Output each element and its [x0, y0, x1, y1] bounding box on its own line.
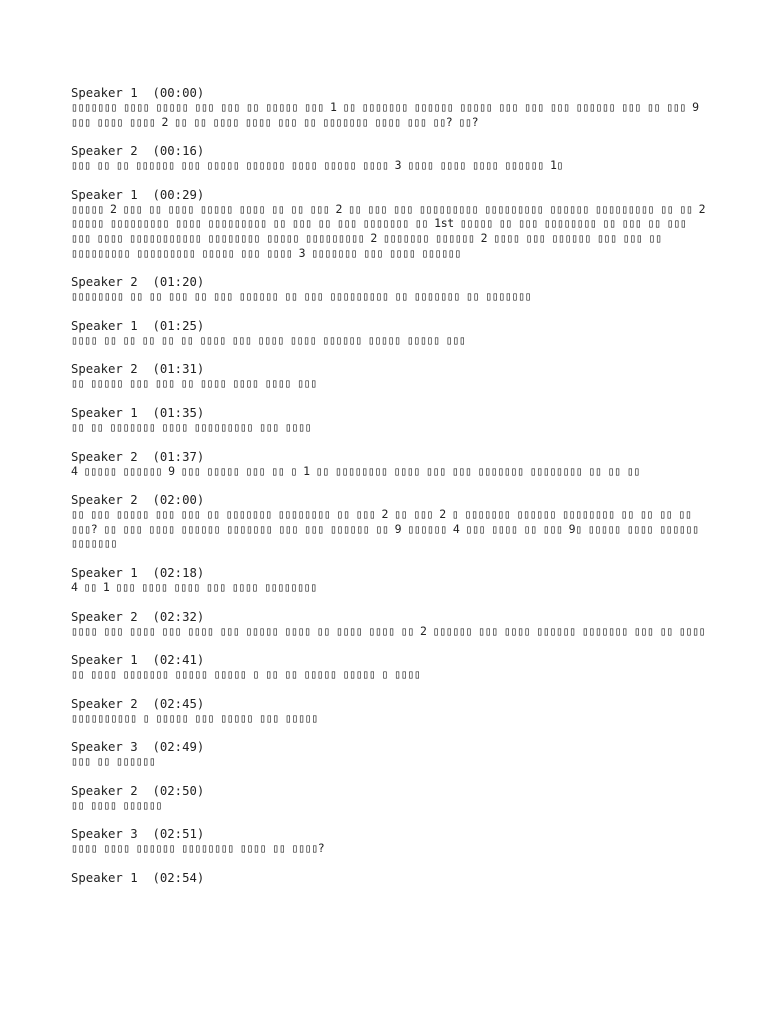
speaker-name: Speaker 2 — [71, 144, 138, 159]
speaker-name: Speaker 2 — [71, 609, 138, 624]
timestamp: (00:16) — [152, 144, 205, 159]
speaker-name: Speaker 2 — [71, 696, 138, 711]
utterance-text: ▯▯ ▯▯ ▯▯▯▯▯▯▯ ▯▯▯▯ ▯▯▯▯▯▯▯▯▯ ▯▯▯ ▯▯▯▯ — [71, 419, 312, 434]
speaker-name: Speaker 1 — [71, 86, 138, 100]
utterance-text: ▯▯▯▯▯▯▯▯▯▯ ▯ ▯▯▯▯▯ ▯▯▯ ▯▯▯▯▯ ▯▯▯ ▯▯▯▯▯ — [71, 710, 318, 725]
timestamp: (02:50) — [152, 783, 205, 798]
speaker-name: Speaker 2 — [71, 493, 138, 508]
transcript-entry — [71, 319, 711, 348]
utterance-text: ▯▯▯▯ ▯▯ ▯▯ ▯▯ ▯▯ ▯▯ ▯▯▯▯ ▯▯▯ ▯▯▯▯ ▯▯▯▯ ▯▯▯▯▯▯ ▯▯▯▯▯ ▯▯▯▯▯ ▯▯▯ — [71, 332, 466, 347]
speaker-line — [71, 493, 711, 507]
speaker-name: Speaker 2 — [71, 449, 138, 464]
utterance-text: ▯▯▯ ▯▯ ▯▯ ▯▯▯▯▯▯ ▯▯▯ ▯▯▯▯▯ ▯▯▯▯▯▯ ▯▯▯▯ ▯▯▯▯▯ ▯▯▯▯ 3 ▯▯▯▯ ▯▯▯▯ ▯▯▯▯ ▯▯▯▯▯▯ 1▯ — [71, 158, 564, 173]
transcript-entry — [71, 697, 711, 726]
speaker-line — [71, 406, 711, 420]
utterance-text: ▯▯ ▯▯▯▯▯ ▯▯▯ ▯▯▯ ▯▯ ▯▯▯▯ ▯▯▯▯ ▯▯▯▯ ▯▯▯ — [71, 376, 317, 391]
utterance-text: ▯▯▯▯▯▯▯▯ ▯▯ ▯▯ ▯▯▯ ▯▯ ▯▯▯ ▯▯▯▯▯▯ ▯▯ ▯▯▯ ▯▯▯▯▯▯▯▯▯ ▯▯ ▯▯▯▯▯▯▯ ▯▯ ▯▯▯▯▯▯▯ — [71, 289, 532, 304]
speaker-name: Speaker 3 — [71, 827, 138, 842]
transcript-entry — [71, 784, 711, 813]
timestamp: (02:32) — [152, 609, 205, 624]
transcript-entry — [71, 653, 711, 682]
timestamp: (02:54) — [152, 871, 205, 886]
speaker-line — [71, 362, 711, 376]
speaker-name: Speaker 2 — [71, 362, 138, 377]
utterance-text: ▯▯▯▯▯ 2 ▯▯▯ ▯▯ ▯▯▯▯ ▯▯▯▯▯ ▯▯▯▯ ▯▯ ▯▯ ▯▯▯ 2 ▯▯ ▯▯▯ ▯▯▯ ▯▯▯▯▯▯▯▯▯ ▯▯▯▯▯▯▯▯▯ ▯▯▯▯▯▯ ▯▯▯▯▯▯▯▯▯ ▯▯ ▯▯ 2 ▯▯▯▯▯ ▯▯▯▯▯▯▯▯▯ ▯▯▯▯ ▯▯▯▯▯▯▯▯▯ ▯▯ ▯▯▯ ▯▯ ▯▯▯ ▯▯▯▯▯▯▯ ▯▯ 1st ▯▯▯▯▯ ▯▯ ▯▯▯ ▯▯▯▯▯▯▯▯ ▯▯ ▯▯▯ ▯▯ ▯▯▯ ▯▯▯ ▯▯▯▯ ▯▯▯▯▯▯▯▯▯▯▯ ▯▯▯▯▯▯▯▯ ▯▯▯▯▯ ▯▯▯▯▯▯▯▯▯ 2 ▯▯▯▯▯▯▯ ▯▯▯▯▯▯ 2 ▯▯▯▯ ▯▯▯ ▯▯▯▯▯▯ ▯▯▯ ▯▯▯ ▯▯ ▯▯▯▯▯▯▯▯▯ ▯▯▯▯▯▯▯▯▯ ▯▯▯▯▯ ▯▯▯ ▯▯▯▯ 3 ▯▯▯▯▯▯▯ ▯▯▯ ▯▯▯▯ ▯▯▯▯▯▯ — [71, 201, 706, 260]
speaker-name: Speaker 1 — [71, 565, 138, 580]
speaker-name: Speaker 1 — [71, 187, 138, 202]
utterance-text: ▯▯ ▯▯▯ ▯▯▯▯▯ ▯▯▯ ▯▯▯ ▯▯ ▯▯▯▯▯▯▯ ▯▯▯▯▯▯▯▯ ▯▯ ▯▯▯ 2 ▯▯ ▯▯▯ 2 ▯ ▯▯▯▯▯▯▯ ▯▯▯▯▯▯ ▯▯▯▯▯▯▯▯ ▯▯ ▯▯ ▯▯ ▯▯ ▯▯▯? ▯▯ ▯▯▯ ▯▯▯▯ ▯▯▯▯▯▯ ▯▯▯▯▯▯▯ ▯▯▯ ▯▯▯ ▯▯▯▯▯▯ ▯▯ 9 ▯▯▯▯▯▯ 4 ▯▯▯ ▯▯▯▯ ▯▯ ▯▯▯ 9▯ ▯▯▯▯▯ ▯▯▯▯ ▯▯▯▯▯▯ ▯▯▯▯▯▯▯ — [71, 507, 699, 551]
transcript-entry — [71, 827, 711, 856]
utterance-text: ▯▯ ▯▯▯▯ ▯▯▯▯▯▯▯ ▯▯▯▯▯ ▯▯▯▯▯ ▯ ▯▯ ▯▯ ▯▯▯▯▯ ▯▯▯▯▯ ▯ ▯▯▯▯ — [71, 667, 421, 682]
speaker-line — [71, 188, 711, 202]
utterance-text: ▯▯ ▯▯▯▯ ▯▯▯▯▯▯ — [71, 797, 163, 812]
speaker-line — [71, 871, 711, 885]
transcript-entry — [71, 275, 711, 304]
speaker-name: Speaker 2 — [71, 275, 138, 290]
speaker-line — [71, 450, 711, 464]
timestamp: (02:45) — [152, 696, 205, 711]
transcript-entry — [71, 86, 711, 129]
speaker-name: Speaker 2 — [71, 783, 138, 798]
transcript-entry — [71, 871, 711, 885]
transcript-list — [71, 86, 711, 885]
speaker-name: Speaker 1 — [71, 871, 138, 886]
timestamp: (02:41) — [152, 653, 205, 668]
transcript-entry — [71, 362, 711, 391]
transcript-entry — [71, 188, 711, 260]
speaker-line — [71, 740, 711, 754]
transcript-entry — [71, 406, 711, 435]
transcript-entry — [71, 566, 711, 595]
timestamp: (01:37) — [152, 449, 205, 464]
speaker-line — [71, 319, 711, 333]
speaker-line — [71, 86, 711, 100]
speaker-name: Speaker 1 — [71, 653, 138, 668]
timestamp: (01:31) — [152, 362, 205, 377]
transcript-entry — [71, 493, 711, 551]
speaker-line — [71, 784, 711, 798]
utterance-text: ▯▯▯▯ ▯▯▯▯ ▯▯▯▯▯▯ ▯▯▯▯▯▯▯▯ ▯▯▯▯ ▯▯ ▯▯▯▯? — [71, 841, 325, 856]
timestamp: (01:25) — [152, 318, 205, 333]
timestamp: (00:00) — [152, 86, 205, 100]
transcript-page — [71, 86, 711, 900]
speaker-line — [71, 653, 711, 667]
speaker-line — [71, 275, 711, 289]
timestamp: (02:18) — [152, 565, 205, 580]
utterance-text: ▯▯▯▯▯▯▯ ▯▯▯▯ ▯▯▯▯▯ ▯▯▯ ▯▯▯ ▯▯ ▯▯▯▯▯ ▯▯▯ 1 ▯▯ ▯▯▯▯▯▯▯ ▯▯▯▯▯▯ ▯▯▯▯▯ ▯▯▯ ▯▯▯ ▯▯▯ ▯▯▯▯▯▯ ▯▯▯ ▯▯ ▯▯▯ 9 ▯▯▯ ▯▯▯▯ ▯▯▯▯ 2 ▯▯ ▯▯ ▯▯▯▯ ▯▯▯▯ ▯▯▯ ▯▯ ▯▯▯▯▯▯▯ ▯▯▯▯ ▯▯▯ ▯▯? ▯▯? — [71, 100, 699, 129]
speaker-name: Speaker 1 — [71, 318, 138, 333]
speaker-line — [71, 827, 711, 841]
transcript-entry — [71, 450, 711, 479]
transcript-entry — [71, 144, 711, 173]
timestamp: (02:51) — [152, 827, 205, 842]
timestamp: (01:20) — [152, 275, 205, 290]
timestamp: (02:49) — [152, 740, 205, 755]
utterance-text: ▯▯▯▯ ▯▯▯ ▯▯▯▯ ▯▯▯ ▯▯▯▯ ▯▯▯ ▯▯▯▯▯ ▯▯▯▯ ▯▯ ▯▯▯▯ ▯▯▯▯ ▯▯ 2 ▯▯▯▯▯▯ ▯▯▯ ▯▯▯▯ ▯▯▯▯▯▯ ▯▯▯▯▯▯▯ ▯▯▯ ▯▯ ▯▯▯▯ — [71, 623, 706, 638]
speaker-line — [71, 566, 711, 580]
transcript-entry — [71, 740, 711, 769]
speaker-name: Speaker 1 — [71, 405, 138, 420]
timestamp: (02:00) — [152, 493, 205, 508]
speaker-line — [71, 144, 711, 158]
timestamp: (00:29) — [152, 187, 205, 202]
transcript-entry — [71, 610, 711, 639]
timestamp: (01:35) — [152, 405, 205, 420]
speaker-name: Speaker 3 — [71, 740, 138, 755]
speaker-line — [71, 697, 711, 711]
utterance-text: ▯▯▯ ▯▯ ▯▯▯▯▯▯ — [71, 754, 156, 769]
speaker-line — [71, 610, 711, 624]
utterance-text: 4 ▯▯ 1 ▯▯▯ ▯▯▯▯ ▯▯▯▯ ▯▯▯ ▯▯▯▯ ▯▯▯▯▯▯▯▯ — [71, 579, 317, 594]
utterance-text: 4 ▯▯▯▯▯ ▯▯▯▯▯▯ 9 ▯▯▯ ▯▯▯▯▯ ▯▯▯ ▯▯ ▯ 1 ▯▯ ▯▯▯▯▯▯▯▯ ▯▯▯▯ ▯▯▯ ▯▯▯ ▯▯▯▯▯▯▯ ▯▯▯▯▯▯▯▯ ▯▯ ▯▯ ▯▯ — [71, 463, 640, 478]
